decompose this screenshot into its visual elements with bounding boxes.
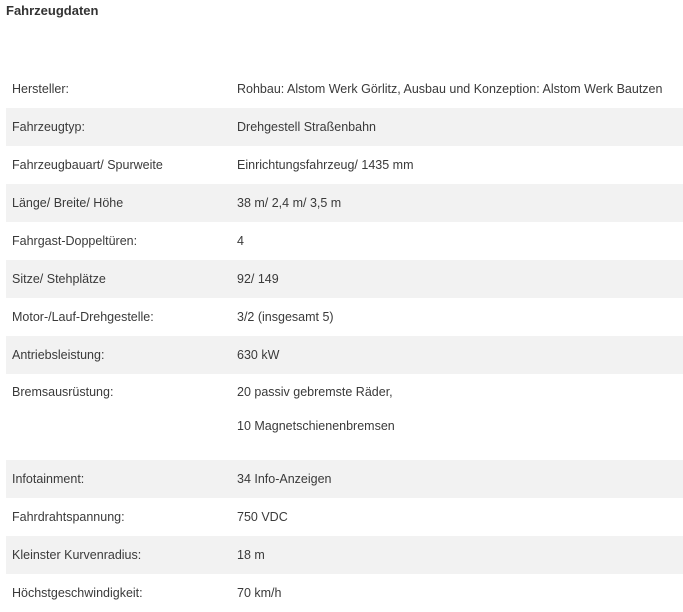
row-value: Drehgestell Straßenbahn <box>237 120 376 134</box>
row-label: Kleinster Kurvenradius: <box>12 548 142 562</box>
row-label: Fahrdrahtspannung: <box>12 510 125 524</box>
row-value: 630 kW <box>237 348 280 362</box>
row-label: Fahrzeugtyp: <box>12 120 85 134</box>
row-label: Fahrzeugbauart/ Spurweite <box>12 158 163 172</box>
table-row <box>6 336 683 374</box>
table-row <box>6 536 683 574</box>
section-title: Fahrzeugdaten <box>6 3 99 18</box>
row-value: 92/ 149 <box>237 272 279 286</box>
table-row <box>6 184 683 222</box>
row-value: 4 <box>237 234 244 248</box>
row-value <box>237 374 683 433</box>
table-row <box>6 298 683 336</box>
table-row <box>6 460 683 498</box>
table-row <box>6 70 683 108</box>
table-row <box>6 146 683 184</box>
row-value: 70 km/h <box>237 586 282 600</box>
row-value: Einrichtungsfahrzeug/ 1435 mm <box>237 158 414 172</box>
table-row <box>6 222 683 260</box>
row-label: Sitze/ Stehplätze <box>12 272 106 286</box>
row-value: 18 m <box>237 548 265 562</box>
row-label: Infotainment: <box>12 472 85 486</box>
row-label: Motor-/Lauf-Drehgestelle: <box>12 310 154 324</box>
row-label: Bremsausrüstung: <box>12 385 114 399</box>
row-label: Hersteller: <box>12 82 69 96</box>
row-label: Höchstgeschwindigkeit: <box>12 586 143 600</box>
row-label: Antriebsleistung: <box>12 348 105 362</box>
table-row <box>6 374 683 460</box>
table-row <box>6 260 683 298</box>
table-row <box>6 574 683 612</box>
row-value: Rohbau: Alstom Werk Görlitz, Ausbau und Konzeption: Alstom Werk Bautzen <box>237 82 663 96</box>
row-value-line: 20 passiv gebremste Räder, <box>237 385 393 399</box>
row-value: 750 VDC <box>237 510 288 524</box>
vehicle-data-table <box>6 70 683 612</box>
table-row <box>6 108 683 146</box>
row-value: 38 m/ 2,4 m/ 3,5 m <box>237 196 342 210</box>
row-label: Fahrgast-Doppeltüren: <box>12 234 138 248</box>
row-value: 3/2 (insgesamt 5) <box>237 310 334 324</box>
row-value-line: 10 Magnetschienenbremsen <box>237 419 395 433</box>
table-row <box>6 498 683 536</box>
row-value: 34 Info-Anzeigen <box>237 472 332 486</box>
row-label: Länge/ Breite/ Höhe <box>12 196 124 210</box>
